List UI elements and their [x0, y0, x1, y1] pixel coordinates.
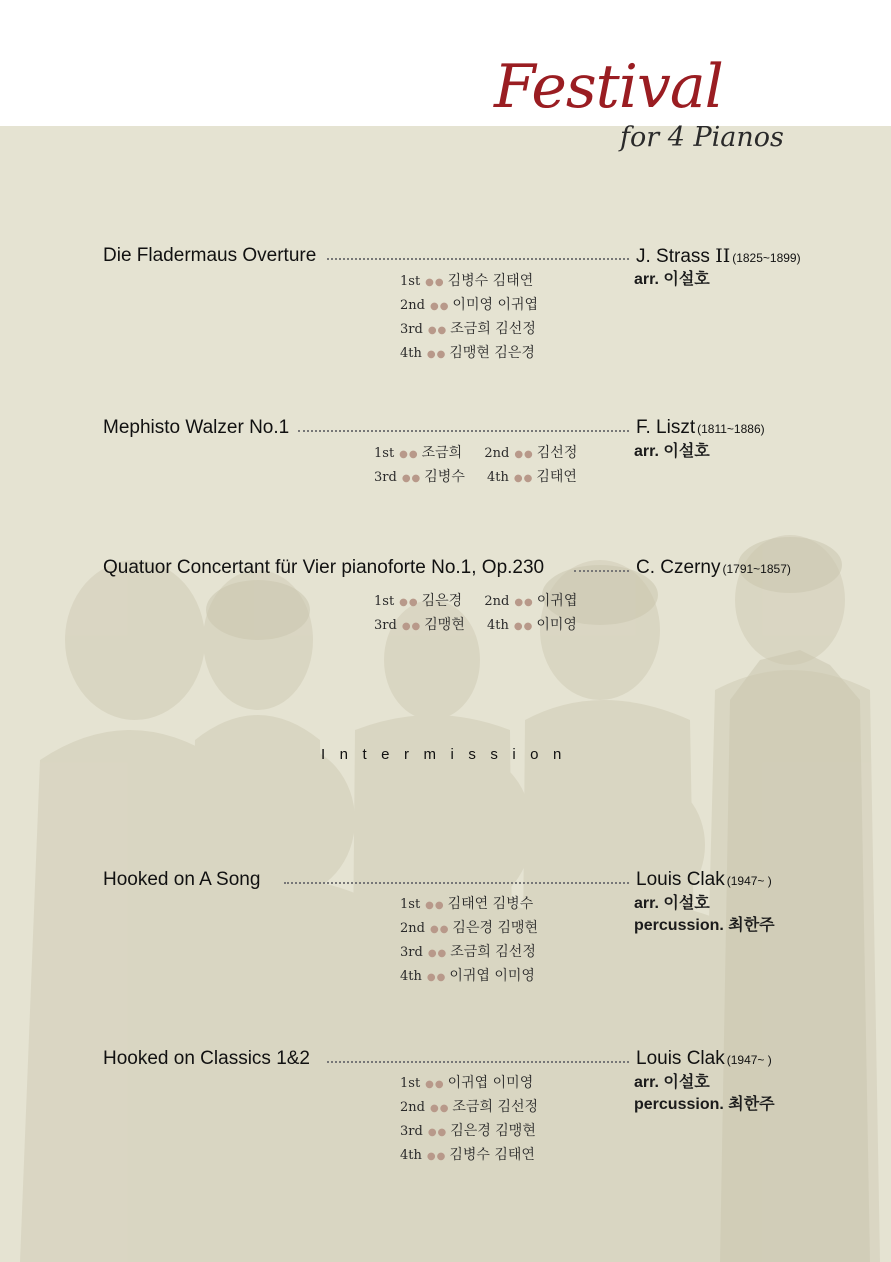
- performer-row: 3rd ●● 김병수 4th ●● 김태연: [374, 469, 577, 485]
- piece-title: Mephisto Walzer No.1: [103, 417, 290, 438]
- festival-title: Festival: [494, 52, 723, 122]
- performer-row: 2nd ●● 조금희 김선정: [400, 1099, 539, 1115]
- performer-row: 1st ●● 김태연 김병수: [400, 896, 534, 912]
- composer: Louis Clak (1947~ ): [636, 869, 772, 890]
- percussionist: percussion. 최한주: [634, 917, 775, 934]
- dotted-leader: [298, 416, 629, 432]
- performer-row: 2nd ●● 이미영 이귀엽: [400, 297, 539, 313]
- performer-row: 1st ●● 이귀엽 이미영: [400, 1075, 534, 1091]
- performer-row: 3rd ●● 조금희 김선정: [400, 321, 536, 337]
- dotted-leader: [284, 868, 629, 884]
- performer-row: 4th ●● 이귀엽 이미영: [400, 968, 535, 984]
- piece-title: Hooked on A Song: [103, 869, 261, 890]
- arranger: arr. 이설호: [634, 1074, 710, 1091]
- performer-row: 3rd ●● 김맹현 4th ●● 이미영: [374, 617, 577, 633]
- intermission-label: Intermission: [321, 746, 576, 763]
- performer-row: 1st ●● 조금희 2nd ●● 김선정: [374, 445, 578, 461]
- dotted-leader: [574, 556, 629, 572]
- composer: F. Liszt (1811~1886): [636, 417, 765, 438]
- performer-row: 3rd ●● 김은경 김맹현: [400, 1123, 536, 1139]
- dotted-leader: [327, 244, 629, 260]
- piece-title: Die Fladermaus Overture: [103, 245, 317, 266]
- piece-title: Quatuor Concertant für Vier pianoforte No.1, Op.230: [103, 557, 545, 578]
- composer: C. Czerny (1791~1857): [636, 557, 791, 578]
- performer-row: 1st ●● 김은경 2nd ●● 이귀엽: [374, 593, 578, 609]
- piece-title: Hooked on Classics 1&2: [103, 1048, 310, 1069]
- composer: Louis Clak (1947~ ): [636, 1048, 772, 1069]
- performer-row: 4th ●● 김병수 김태연: [400, 1147, 535, 1163]
- dotted-leader: [327, 1047, 629, 1063]
- performer-row: 3rd ●● 조금희 김선정: [400, 944, 536, 960]
- performer-row: 4th ●● 김맹현 김은경: [400, 345, 535, 361]
- arranger: arr. 이설호: [634, 443, 710, 460]
- performer-row: 2nd ●● 김은경 김맹현: [400, 920, 539, 936]
- arranger: arr. 이설호: [634, 895, 710, 912]
- festival-subtitle: for 4 Pianos: [620, 122, 784, 153]
- performer-row: 1st ●● 김병수 김태연: [400, 273, 534, 289]
- percussionist: percussion. 최한주: [634, 1096, 775, 1113]
- composer: J. Strass II (1825~1899): [636, 245, 801, 267]
- arranger: arr. 이설호: [634, 271, 710, 288]
